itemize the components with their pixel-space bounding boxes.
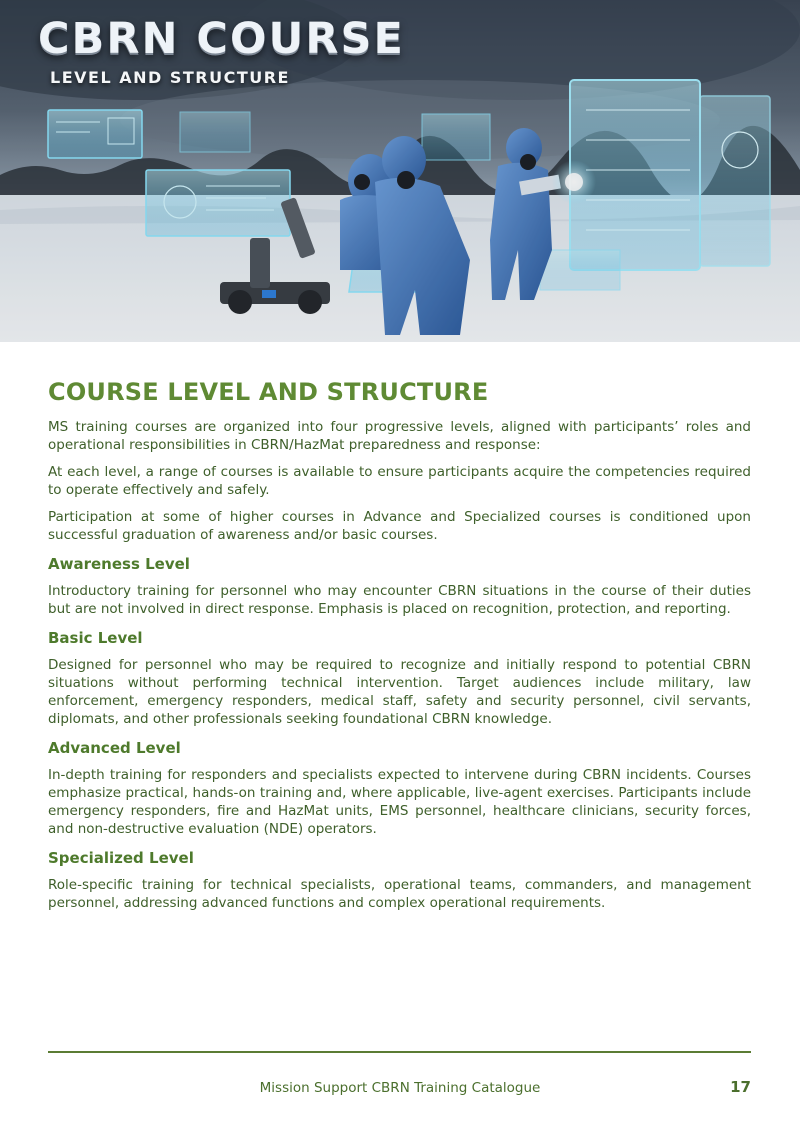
intro-paragraph: At each level, a range of courses is available to ensure participants acquire the competencies required to operate effectively and safely. [48,464,751,498]
hero-subtitle: LEVEL AND STRUCTURE [50,68,290,87]
footer-catalogue-title: Mission Support CBRN Training Catalogue [259,1080,541,1096]
level-heading: Advanced Level [48,739,181,757]
level-section-basic [48,629,751,728]
level-heading: Basic Level [48,629,143,647]
level-description: Designed for personnel who may be required to recognize and initially respond to potential CBRN situations without performing technical intervention. Target audiences include military, law enforcement, emergency responders, medical staff, safety and security personnel, civil servants, diplomats, and other professionals seeking foundational CBRN knowledge. [48,657,751,727]
intro-paragraph: Participation at some of higher courses in Advance and Specialized courses is conditioned upon successful graduation of awareness and/or basic courses. [48,509,751,543]
level-section-specialized [48,849,751,912]
intro-paragraph: MS training courses are organized into four progressive levels, aligned with participants’ roles and operational responsibilities in CBRN/HazMat preparedness and response: [48,419,751,453]
level-section-advanced [48,739,751,838]
main-content [48,372,751,921]
level-description: In-depth training for responders and specialists expected to intervene during CBRN incidents. Courses emphasize practical, hands-on training and, where applicable, live-agent exercises. Participants include emergency responders, fire and HazMat units, EMS personnel, healthcare clinicians, security forces, and non-destructive evaluation (NDE) operators. [48,767,751,837]
level-heading: Awareness Level [48,555,190,573]
level-description: Role-specific training for technical specialists, operational teams, commanders, and management personnel, addressing advanced functions and complex operational requirements. [48,877,751,911]
level-section-awareness [48,555,751,618]
level-description: Introductory training for personnel who may encounter CBRN situations in the course of their duties but are not involved in direct response. Emphasis is placed on recognition, protection, and reporting. [48,583,751,617]
level-heading: Specialized Level [48,849,194,867]
page-title: COURSE LEVEL AND STRUCTURE [48,378,489,406]
footer-divider [48,1051,751,1053]
page-number: 17 [730,1078,751,1096]
hero-banner [0,0,800,342]
hero-title: CBRN COURSE [38,14,405,64]
